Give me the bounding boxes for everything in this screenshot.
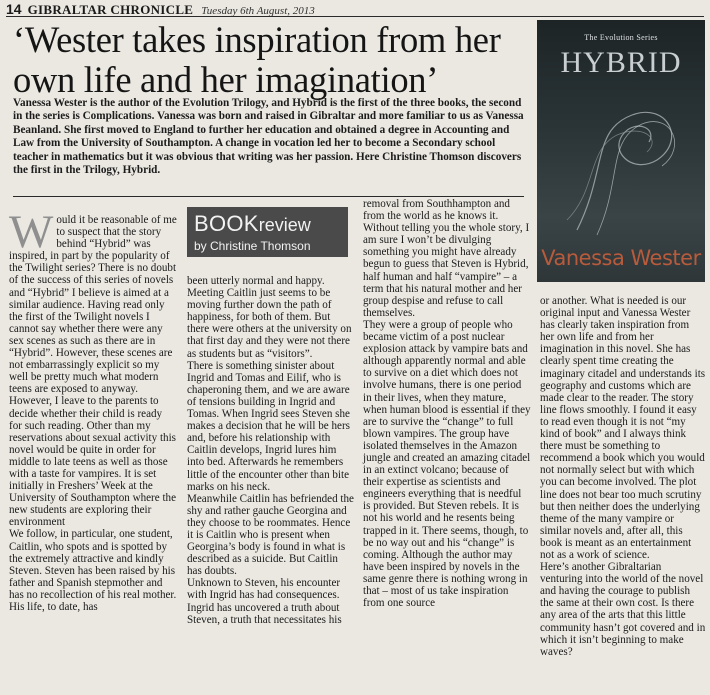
body-paragraph: We follow, in particular, one student, Caitlin, who spots and is spotted by the extremely attractive and kindly Steven. Steven has been raised by his father and Spanish stepmother and has no recollection of his real mother. His life, to date, has bbox=[9, 528, 177, 613]
body-paragraph: ould it be reasonable of me to suspect that the story behind “Hybrid” was inspired, in part by the popularity of the Twilight series? There is no doubt of the success of this series of novels and “Hybrid” I believe is aimed at a similar audience. Having read only the first of the Twilight novels I cannot say whether there were any sex scenes as such as there are in “Hybrid”. However, these scenes are not embarrassingly explicit so my well be pretty much what modern teens are exposed to anyway. However, I leave to the parents to decide whether their child is ready for such reading. Other than my reservations about sexual activity this novel would be quite in order for middle to late teens as well as those with a taste for vampires. It is set initially in Freshers’ Week at the University of Southampton where the new students are exploring their environment bbox=[9, 214, 177, 529]
body-paragraph: Meanwhile Caitlin has befriended the shy and rather gauche Georgina and they choose to be roommates. Hence it is Caitlin who is present when Georgina’s body is found in what is described as a suicide. But Caitlin has doubts. bbox=[187, 492, 354, 578]
masthead bbox=[6, 1, 704, 17]
body-paragraph: There is something sinister about Ingrid and Tomas and Eilif, who is chaperoning them, and we are aware of tensions building in Ingrid and Tomas. When Ingrid sees Steven she makes a decision that he will be hers and, before his relationship with Caitlin develops, Ingrid lures him into bed. Afterwards he remembers little of the encounter other than bite marks on his neck. bbox=[187, 359, 350, 493]
publication-name: GIBRALTAR CHRONICLE bbox=[27, 2, 194, 17]
cover-title: HYBRID bbox=[560, 46, 682, 79]
book-review-banner bbox=[187, 207, 348, 257]
page-number: 14 bbox=[6, 1, 22, 17]
section-divider bbox=[13, 196, 524, 197]
body-paragraph: Here’s another Gibraltarian venturing into the world of the novel and having the courage to publish the same at their own cost. Is there any area of the arts that this little community hasn’t got covered and in which it isn’t beginning to make waves? bbox=[540, 561, 706, 658]
article-column-4 bbox=[540, 295, 706, 658]
body-paragraph: They were a group of people who became victim of a post nuclear explosion attack by vampire bats and although apparently normal and able to survive on a diet which does not involve humans, there is one period in their lives, when they mature, when human blood is essential if they are to survive the “change” to full blown vampires. The group have isolated themselves in the Amazon jungle and created an amazing citadel in an extinct volcano; because of their expertise as scientists and engineers everything that is needful is provided. But Steven rebels. It is not his world and he resents being trapped in it. There seems, though, to be no way out and his “change” is coming. Although the author may have been inspired by novels in the same genre there is nothing wrong in that – most of us take inspiration from one source bbox=[363, 318, 531, 610]
drop-cap: W bbox=[9, 206, 54, 258]
article-standfirst: Vanessa Wester is the author of the Evolution Trilogy, and Hybrid is the first of the three books, the second in the series is Complications. Vanessa was born and raised in Gibraltar and more familiar to us as Vanessa Beanland. She first moved to England to further her education and obtained a degree in Accounting and Law from the University of Southampton. A change in vocation led her to become a Secondary school teacher in mathematics but it was obvious that writing was her passion. Here Christine Thomson discovers the first in the Trilogy, Hybrid. bbox=[13, 97, 524, 177]
article-column-2 bbox=[187, 275, 355, 626]
body-paragraph: removal from Southhampton and from the world as he knows it. Without telling you the whole story, I am sure I won’t be divulging something you might have already begun to guess that Steven is Hybrid, half human and half “vampire” – a term that his natural mother and her group despise and refuse to call themselves. bbox=[363, 198, 530, 319]
book-cover-image bbox=[537, 20, 705, 282]
book-review-byline: by Christine Thomson bbox=[194, 239, 311, 253]
article-column-1 bbox=[9, 206, 177, 613]
book-review-review: review bbox=[258, 215, 311, 235]
body-paragraph: been utterly normal and happy. Meeting Caitlin just seems to be moving further down the path of happiness, for both of them. But there were others at the university on that first day and they were not there as students but as “visitors”. bbox=[187, 275, 352, 360]
publication-date: Tuesday 6th August, 2013 bbox=[201, 5, 315, 17]
book-review-book: BOOK bbox=[194, 211, 259, 236]
body-paragraph: or another. What is needed is our original input and Vanessa Wester has clearly taken inspiration from her own life and from her imagination in this novel. She has clearly spent time creating the imaginary citadel and understands its geography and customs which are made clear to the reader. The story line flows smoothly. I found it easy to read even though it is not “my kind of book” and I always think there must be something to recommend a book which you would not normally select but with which you can become involved. The plot line does not bear too much scrutiny but then neither does the underlying theme of the many vampire or similar novels and, after all, this book is meant as an entertainment not as a work of science. bbox=[540, 295, 706, 561]
article-headline: ‘Wester takes inspiration from her own life and her imagination’ bbox=[13, 19, 501, 100]
body-paragraph: Unknown to Steven, his encounter with Ingrid has had consequences. Ingrid has uncovered a truth about Steven, a truth that necessitates his bbox=[187, 577, 342, 626]
book-review-label bbox=[194, 211, 311, 237]
cover-series: The Evolution Series bbox=[584, 33, 658, 42]
article-column-3 bbox=[363, 198, 531, 609]
cover-author: Vanessa Wester bbox=[541, 246, 701, 270]
